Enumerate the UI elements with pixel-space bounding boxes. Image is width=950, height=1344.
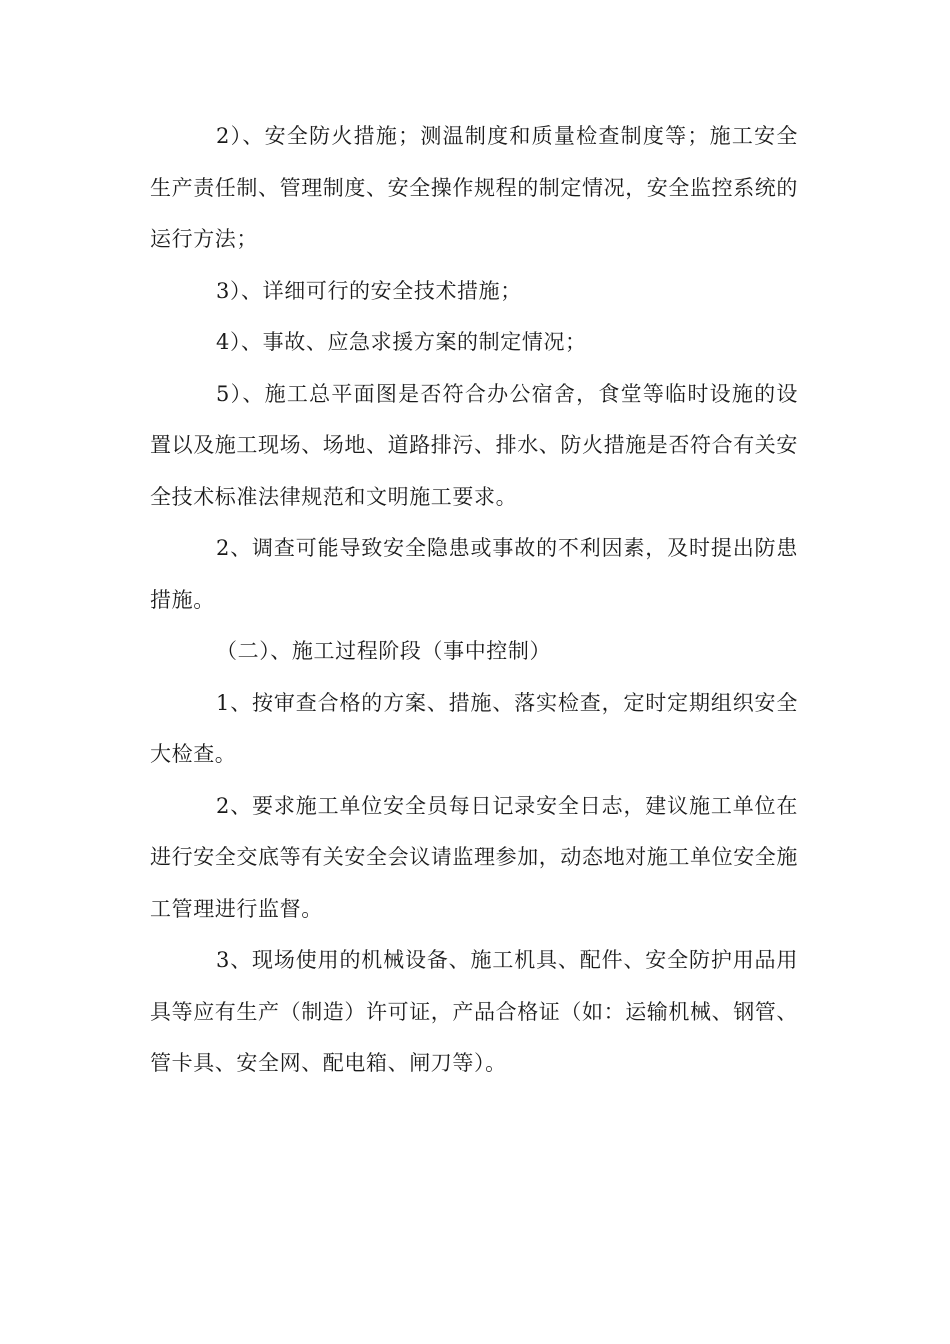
section-heading-construction-stage: （二）、施工过程阶段（事中控制） xyxy=(216,639,552,663)
paragraph-emergency-plan: 4）、事故、应急求援方案的制定情况； xyxy=(216,330,587,354)
paragraph-safety-log: 2、要求施工单位安全员每日记录安全日志，建议施工单位在进行安全交底等有关安全会议请监理参加，动态地对施工单位安全施工管理进行监督。 xyxy=(150,793,798,921)
paragraph-site-layout: 5）、施工总平面图是否符合办公宿舍，食堂等临时设施的设置以及施工现场、场地、道路排污、排水、防火措施是否符合有关安全技术标准法律规范和文明施工要求。 xyxy=(150,381,798,509)
paragraph-risk-investigation: 2、调查可能导致安全隐患或事故的不利因素，及时提出防患措施。 xyxy=(150,536,798,612)
document-body xyxy=(150,111,798,1090)
paragraph-fire-safety-measures: 2）、安全防火措施；测温制度和质量检查制度等；施工安全生产责任制、管理制度、安全操作规程的制定情况，安全监控系统的运行方法； xyxy=(150,124,798,251)
paragraph-technical-measures: 3）、详细可行的安全技术措施； xyxy=(216,278,522,303)
paragraph-inspection: 1、按审查合格的方案、措施、落实检查，定时定期组织安全大检查。 xyxy=(150,690,798,766)
paragraph-equipment-certificates: 3、现场使用的机械设备、施工机具、配件、安全防护用品用具等应有生产（制造）许可证，产品合格证（如：运输机械、钢管、管卡具、安全网、配电箱、闸刀等）。 xyxy=(150,948,798,1075)
